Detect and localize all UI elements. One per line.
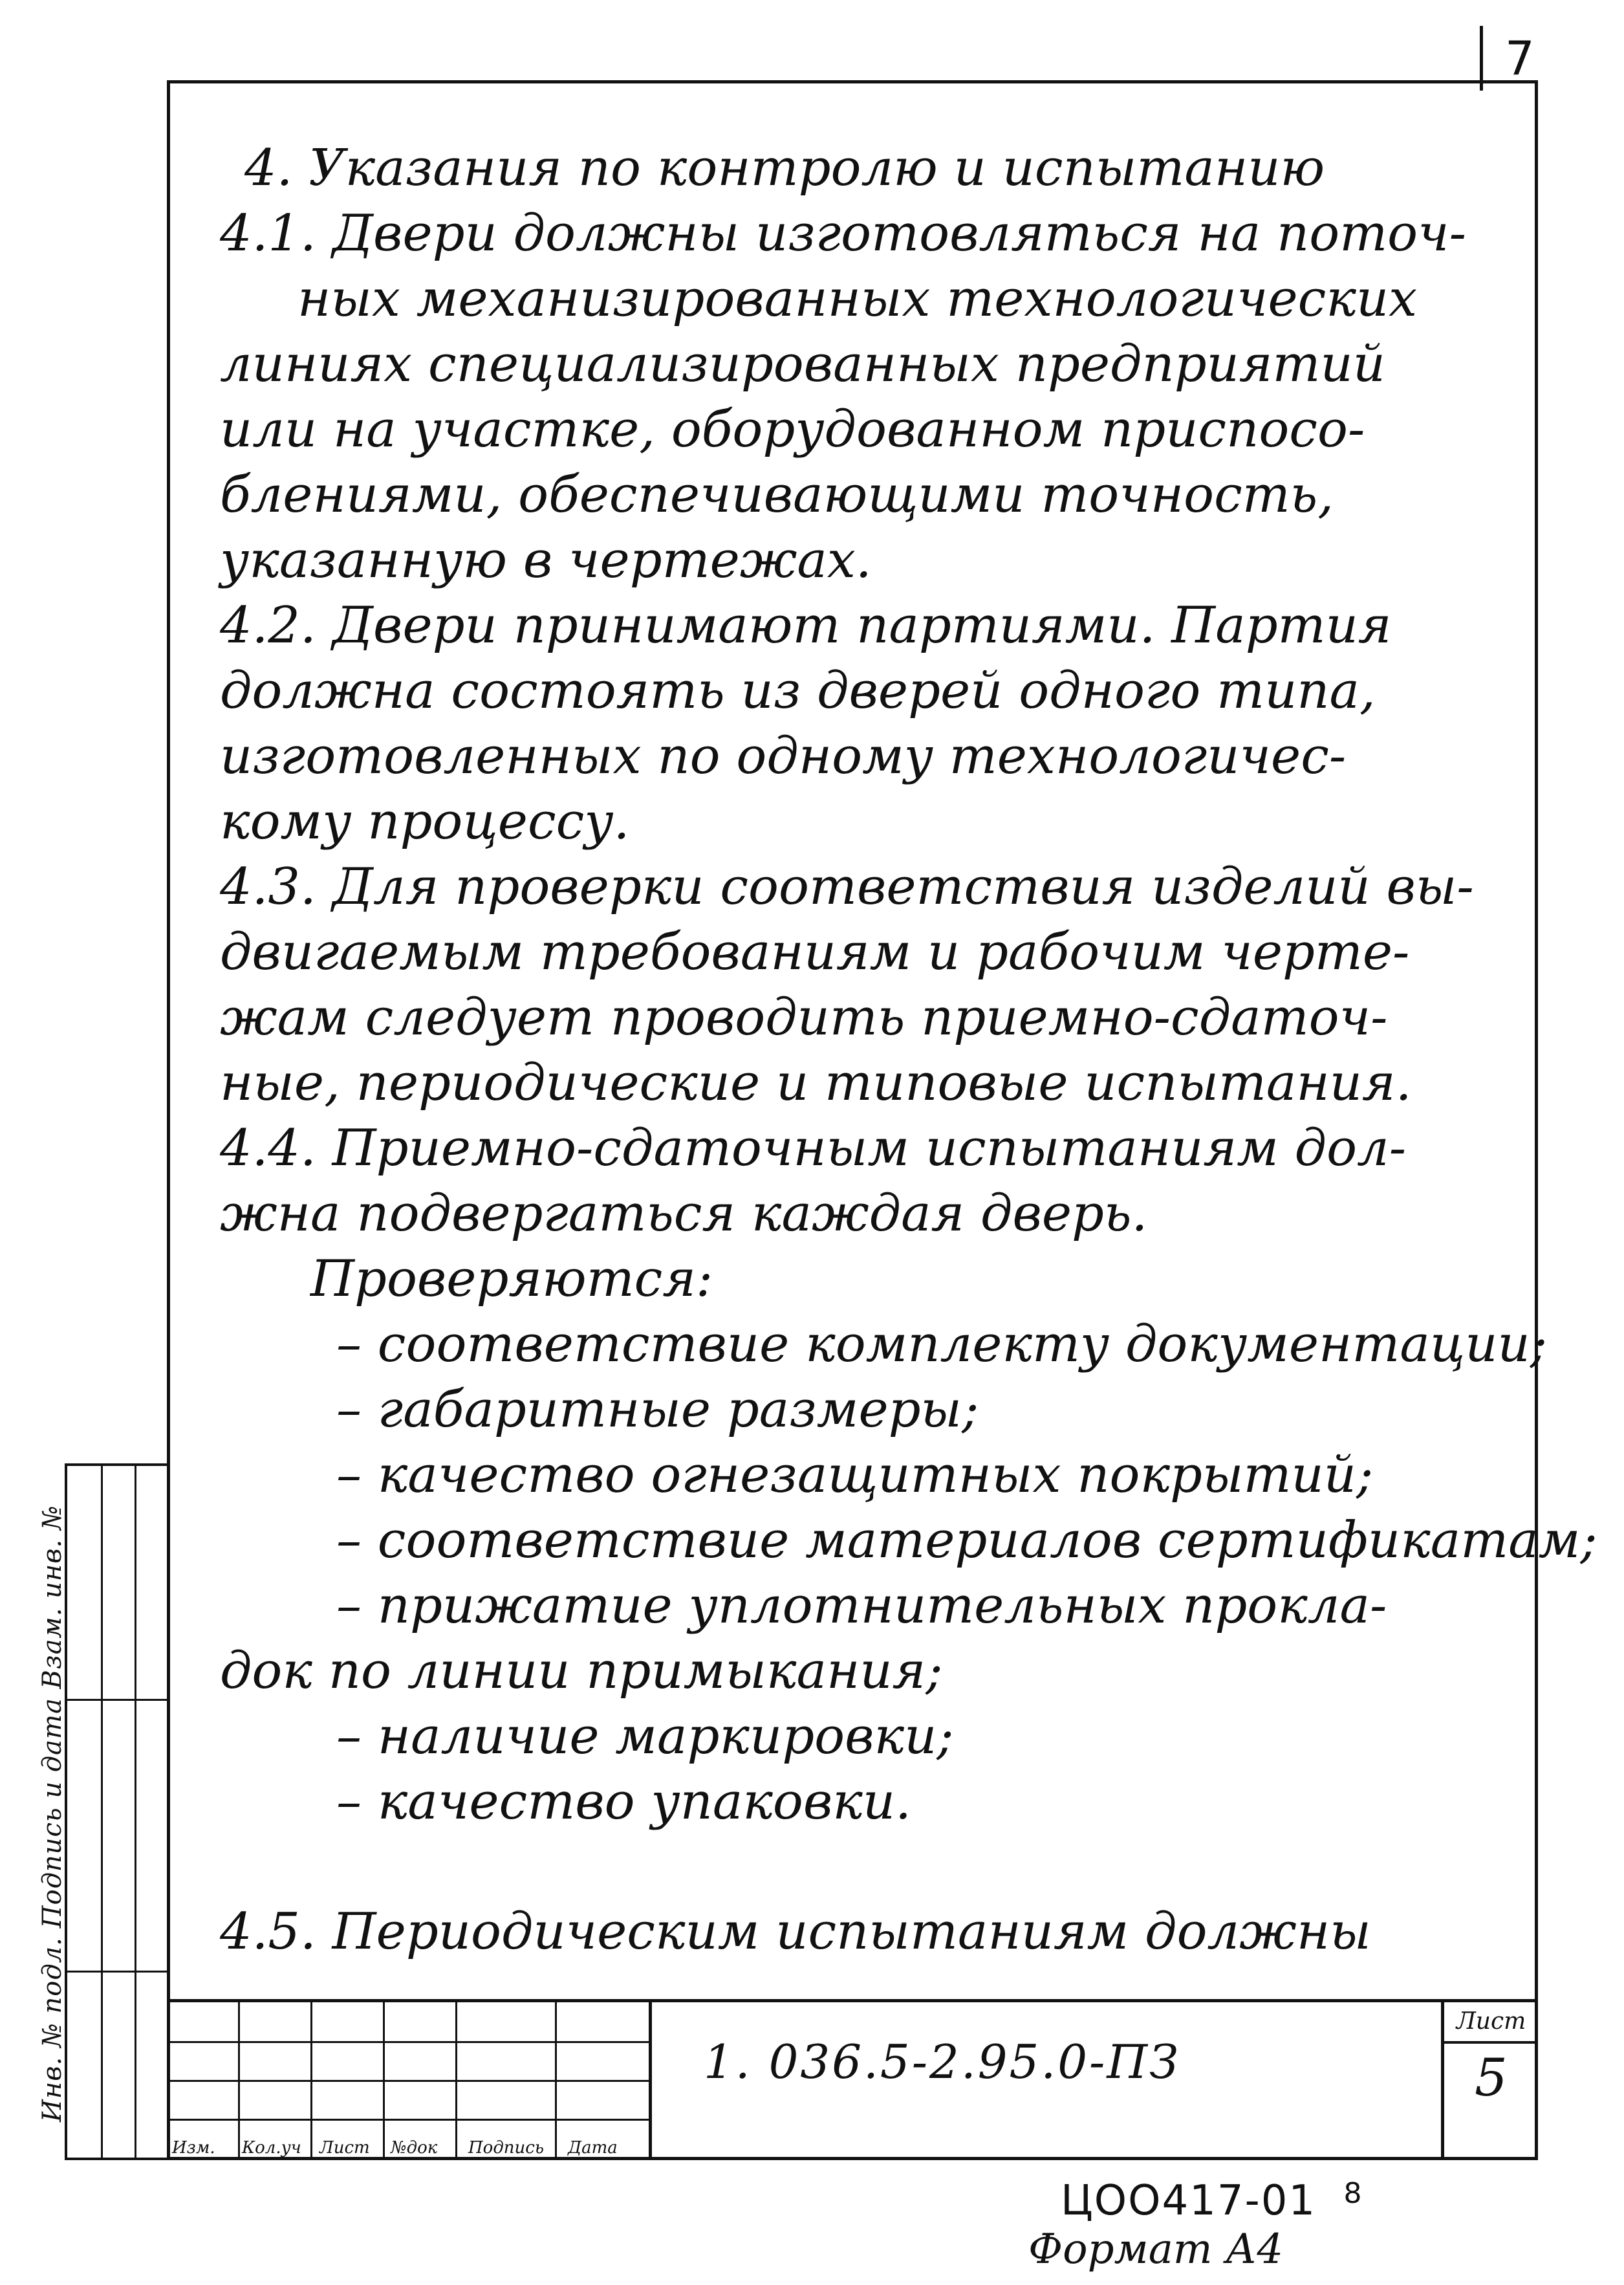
checks-intro: Проверяются: bbox=[310, 1250, 713, 1308]
header-kol-uch: Кол.уч bbox=[242, 2138, 301, 2158]
text-line: 4.4. Приемно-сдаточным испытаниям дол- bbox=[220, 1119, 1407, 1177]
text-line: 4.1. Двери должны изготовляться на поточ- bbox=[220, 204, 1466, 263]
text-line: 4.3. Для проверки соответствия изделий вы- bbox=[220, 858, 1474, 916]
stamp-column-divider bbox=[135, 1466, 136, 2158]
text-line: ных механизированных технологических bbox=[298, 270, 1418, 328]
text-line: должна состоять из дверей одного типа, bbox=[220, 662, 1376, 720]
grid-line bbox=[455, 2002, 457, 2160]
text-line: ные, периодические и типовые испытания. bbox=[220, 1054, 1412, 1112]
stamp-column-divider bbox=[101, 1466, 103, 2158]
text-line: указанную в чертежах. bbox=[220, 531, 872, 589]
text-line: жна подвергаться каждая дверь. bbox=[220, 1185, 1148, 1243]
text-line: 4.2. Двери принимают партиями. Партия bbox=[220, 596, 1392, 655]
check-item: – соответствие комплекту документации; bbox=[336, 1315, 1548, 1373]
sheet-label: Лист bbox=[1444, 2002, 1538, 2044]
check-item: – соответствие материалов сертификатам; bbox=[336, 1511, 1597, 1569]
archive-stamp bbox=[1061, 2177, 1363, 2225]
check-item: – габаритные размеры; bbox=[336, 1381, 979, 1439]
section-heading: 4. Указания по контролю и испытанию bbox=[244, 139, 1325, 197]
text-line: 4.5. Периодическим испытаниям должны bbox=[220, 1903, 1371, 1961]
check-item: – прижатие уплотнительных прокла- bbox=[336, 1577, 1387, 1635]
grid-line bbox=[383, 2002, 385, 2160]
header-podpis: Подпись bbox=[468, 2138, 545, 2158]
text-line: кому процессу. bbox=[220, 793, 630, 851]
side-stamp-label: Инв. № подл. Подпись и дата Взам. инв. № bbox=[38, 1505, 67, 2122]
text-line: или на участке, оборудованном приспосо- bbox=[220, 400, 1365, 459]
document-code: 1. 036.5-2.95.0-ПЗ bbox=[704, 2035, 1181, 2089]
title-block bbox=[167, 1999, 1538, 2160]
page-number: 7 bbox=[1480, 26, 1557, 91]
archive-suffix: 8 bbox=[1343, 2177, 1363, 2210]
grid-line bbox=[310, 2002, 312, 2160]
check-item: – качество упаковки. bbox=[336, 1773, 911, 1831]
header-list: Лист bbox=[319, 2138, 370, 2158]
sheet-number: 5 bbox=[1475, 2048, 1508, 2108]
text-line: двигаемым требованиям и рабочим черте- bbox=[220, 923, 1410, 981]
title-block-grid bbox=[167, 2002, 652, 2160]
text-line: жам следует проводить приемно-сдаточ- bbox=[220, 989, 1388, 1047]
sheet-box bbox=[1441, 2002, 1538, 2160]
grid-line bbox=[238, 2002, 240, 2160]
text-line: линиях специализированных предприятий bbox=[220, 335, 1385, 393]
archive-code: ЦОО417-01 bbox=[1061, 2177, 1317, 2225]
check-item: – качество огнезащитных покрытий; bbox=[336, 1446, 1374, 1504]
check-item: – наличие маркировки; bbox=[336, 1707, 954, 1766]
grid-line bbox=[555, 2002, 557, 2160]
header-data: Дата bbox=[568, 2138, 618, 2158]
check-item: док по линии примыкания; bbox=[220, 1642, 943, 1700]
document-body bbox=[220, 136, 1597, 1965]
format-label: Формат А4 bbox=[1028, 2225, 1284, 2273]
header-ndok: №док bbox=[391, 2138, 438, 2158]
text-line: блениями, обеспечивающими точность, bbox=[220, 466, 1334, 524]
header-izm: Изм. bbox=[172, 2138, 215, 2158]
text-line: изготовленных по одному технологичес- bbox=[220, 727, 1347, 785]
